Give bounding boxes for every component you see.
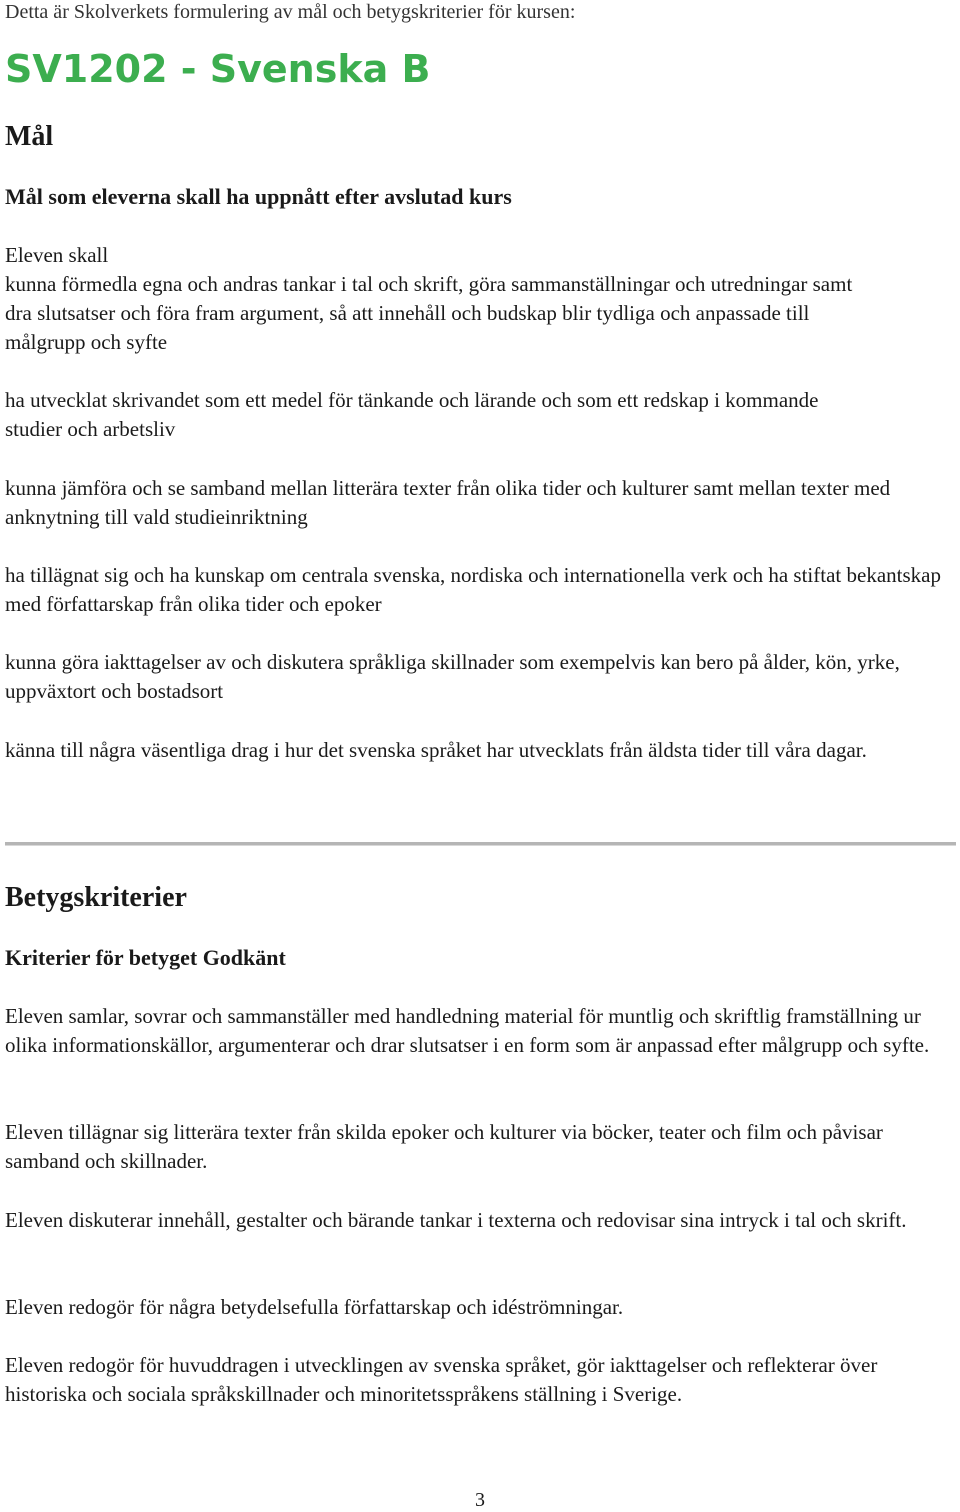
goal-item: kunna göra iakttagelser av och diskutera språkliga skillnader som exempelvis kan bero på ålder, kön, yrke, uppväxtort och bostadsort <box>5 650 900 704</box>
goal-item: känna till några väsentliga drag i hur det svenska språket har utvecklats från äldsta tider till våra dagar. <box>5 738 867 762</box>
criteria-item: Eleven samlar, sovrar och sammanställer med handledning material för muntlig och skriftlig framställning ur olika informationskällor, argumenterar och drar slutsatser i en form som är anpassad efter målgrupp och syfte. <box>5 1004 930 1058</box>
page-number: 3 <box>475 1489 485 1511</box>
criteria-item: Eleven tillägnar sig litterära texter från skilda epoker och kulturer via böcker, teater och film och påvisar samband och skillnader. <box>5 1120 883 1174</box>
criteria-item: Eleven redogör för huvuddragen i utvecklingen av svenska språket, gör iakttagelser och reflekterar över historiska och sociala språkskillnader och minoritetsspråkens ställning i Sverige. <box>5 1353 878 1407</box>
goals-heading: Mål <box>5 121 54 152</box>
goal-item: kunna jämföra och se samband mellan litterära texter från olika tider och kulturer samt mellan texter med anknytning till vald studieinriktning <box>5 476 891 530</box>
intro-text: Detta är Skolverkets formulering av mål och betygskriterier för kursen: <box>5 1 576 23</box>
goal-item: ha utvecklat skrivandet som ett medel för tänkande och lärande och som ett redskap i kommande studier och arbetsliv <box>5 388 819 442</box>
goal-item: ha tillägnat sig och ha kunskap om centrala svenska, nordiska och internationella verk och ha stiftat bekantskap med författarskap från olika tider och epoker <box>5 563 941 617</box>
criteria-heading: Betygskriterier <box>5 882 187 913</box>
goals-lead: Eleven skall <box>5 243 109 267</box>
course-title: SV1202 - Svenska B <box>5 47 431 91</box>
criteria-subheading: Kriterier för betyget Godkänt <box>5 945 286 970</box>
goal-item: kunna förmedla egna och andras tankar i tal och skrift, göra sammanställningar och utredningar samt dra slutsatser och föra fram argument, så att innehåll och budskap blir tydliga och anpassade till målgrupp och syfte <box>5 272 853 355</box>
criteria-item: Eleven redogör för några betydelsefulla författarskap och idéströmningar. <box>5 1295 624 1319</box>
criteria-item: Eleven diskuterar innehåll, gestalter och bärande tankar i texterna och redovisar sina intryck i tal och skrift. <box>5 1208 907 1232</box>
section-divider <box>5 842 956 846</box>
goals-subheading: Mål som eleverna skall ha uppnått efter avslutad kurs <box>5 184 512 209</box>
